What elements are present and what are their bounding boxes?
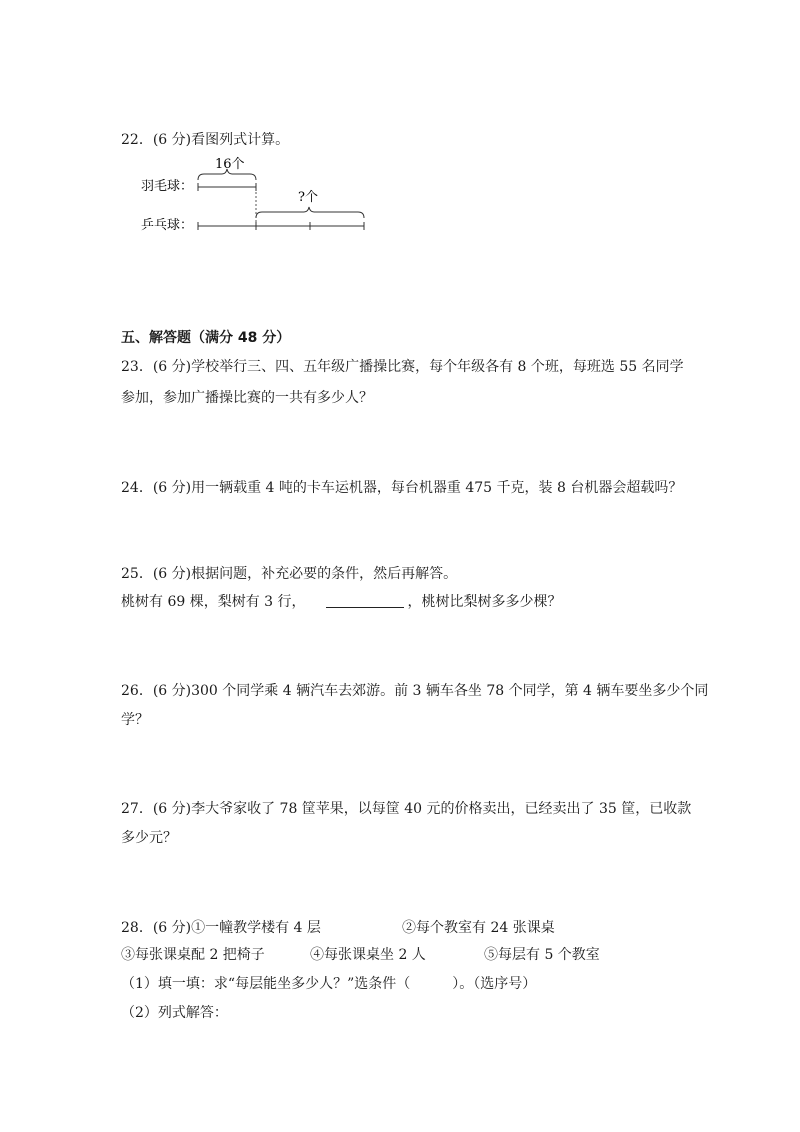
q23-line1: 23．(6 分)学校举行三、四、五年级广播操比赛，每个年级各有 8 个班，每班选 55 名同学 (121, 359, 684, 375)
q28-sub2: （2）列式解答： (121, 1005, 228, 1021)
q25-line2 (121, 593, 562, 611)
bottom-label: ?个 (298, 190, 318, 205)
q25-condition-b: ，桃树比梨树多多少棵？ (407, 594, 562, 610)
top-label: 16个 (215, 157, 245, 172)
q28-option-3: ③每张课桌配 2 把椅子 (121, 947, 265, 963)
row2-label: 乒乓球： (141, 218, 194, 233)
q28-sub1: （1）填一填：求“每层能坐多少人？”选条件（ ）。（选序号） (121, 976, 537, 992)
top-brace (198, 169, 256, 180)
q25-condition-a: 桃树有 69 棵，梨树有 3 行， (121, 594, 306, 610)
q28-option-2: ②每个教室有 24 张课桌 (402, 920, 555, 936)
line-segment-diagram (140, 152, 400, 242)
q27-line1: 27．(6 分)李大爷家收了 78 筐苹果，以每筐 40 元的价格卖出，已经卖出了 35 筐，已收款 (121, 801, 692, 817)
q28-option-5: ⑤每层有 5 个教室 (484, 947, 600, 963)
bottom-brace (256, 207, 364, 218)
q26-line1: 26．(6 分)300 个同学乘 4 辆汽车去郊游。前 3 辆车各坐 78 个同学，第 4 辆车要坐多少个同 (121, 683, 709, 699)
q25-line1: 25．(6 分)根据问题，补充必要的条件，然后再解答。 (121, 566, 458, 582)
q22-text: 22．(6 分)看图列式计算。 (121, 132, 290, 148)
pingpong-segment (198, 222, 364, 230)
q23-line2: 参加，参加广播操比赛的一共有多少人？ (121, 390, 373, 406)
q26-line2: 学？ (121, 712, 149, 728)
q27-line2: 多少元？ (121, 830, 177, 846)
q28-option-1: 28．(6 分)①一幢教学楼有 4 层 (121, 920, 321, 936)
q28-option-4: ④每张课桌坐 2 人 (310, 947, 426, 963)
section-title: 五、解答题（满分 48 分） (121, 330, 291, 346)
row1-label: 羽毛球： (141, 179, 194, 194)
answer-blank[interactable] (326, 593, 404, 608)
badminton-segment (198, 183, 256, 191)
q24-text: 24．(6 分)用一辆载重 4 吨的卡车运机器，每台机器重 475 千克，装 8 台机器会超载吗？ (121, 480, 683, 496)
